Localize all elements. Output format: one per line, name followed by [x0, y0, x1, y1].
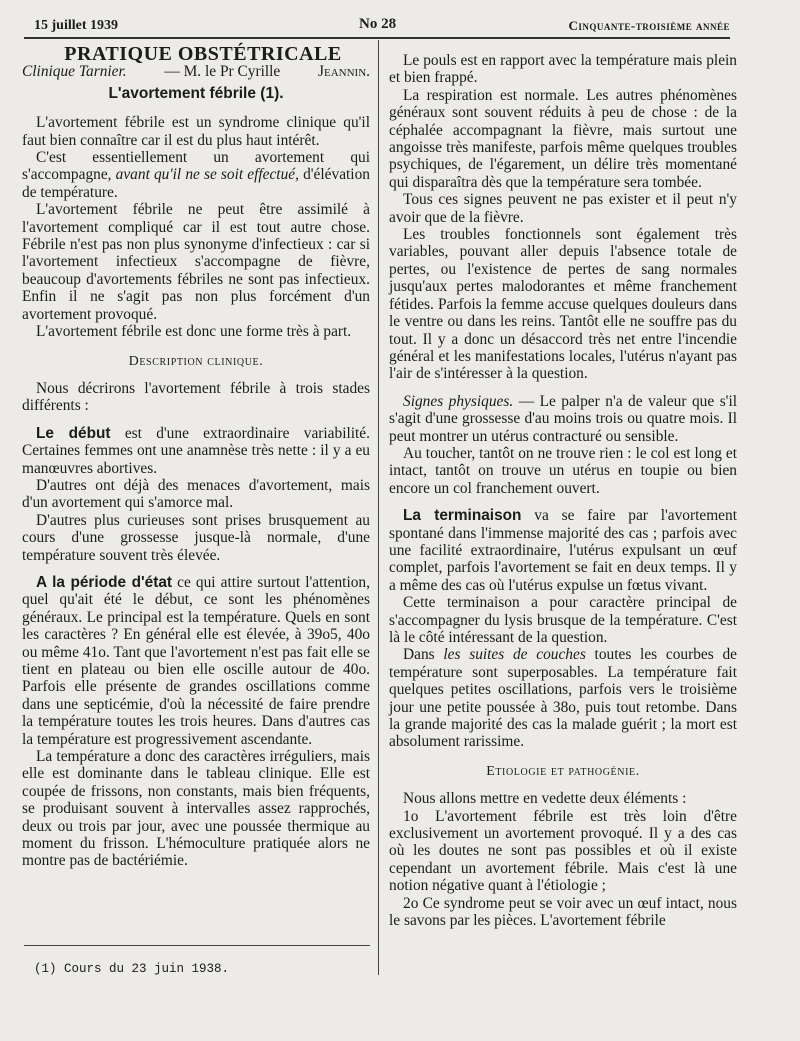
column-divider: [378, 40, 379, 975]
paragraph: Le pouls est en rapport avec la température mais plein et bien frappé.: [389, 52, 737, 87]
text-run: toutes les courbes de température sont superposables. La température fait quelques petites oscillations, parfois vers le troisième jour une petite poussée à 38o, puis tout retombe. Dans la grande majorité des cas la malade guérit ; la mort est absolument rarissime.: [389, 646, 737, 751]
paragraph: L'avortement fébrile est donc une forme très à part.: [36, 323, 352, 341]
byline: [22, 63, 370, 80]
footnote-rule: [24, 945, 370, 946]
paragraph: 1o L'avortement fébrile est très loin d'être exclusivement un avortement provoqué. Il y a des cas où les doutes ne sont pas possibles et où il existe cependant un avortement fébrile. Mais c'est là une notion négative quant à l'étiologie ;: [389, 807, 737, 895]
paragraph: D'autres plus curieuses sont prises brusquement au cours d'une grossesse jusque-là normale, d'une température souvent très élevée.: [22, 511, 370, 564]
issue-number: No 28: [359, 16, 397, 32]
text-run: C'est essentiellement un avortement qui s'accompagne,: [22, 149, 370, 184]
paragraph: L'avortement fébrile est un syndrome clinique qu'il faut bien connaître car il est du plus haut intérêt.: [22, 114, 370, 149]
subheading-description: Description clinique.: [128, 353, 264, 369]
text-run-italic: avant qu'il ne se soit effectué,: [115, 166, 299, 184]
text-run: ce qui attire surtout l'attention, quel qu'ait été le début, ce sont les phénomènes généraux. Le principal est la température. Quels en sont les caractères ? En général elle est élevée, à 39o5, 40o ou même 41o. Tant que l'avortement n'est pas fait elle se tient en plateau ou bien elle oscille autour de 40o. Parfois elle présente de grandes oscillations comme dans une septicémie, d'où la nécessité de faire prendre la température toutes les trois heures. Dans d'autres cas la température est progressivement ascendante.: [22, 573, 370, 748]
subheading-etiologie: Etiologie et pathogénie.: [486, 763, 640, 779]
text-run: va se faire par l'avortement spontané dans l'immense majorité des cas ; parfois avec une facilité extraordinaire, l'utérus expulsant un œuf complet, parfois l'avortement se fait en deux temps. Il y a même des cas où l'utérus expulse un fœtus vivant.: [389, 507, 737, 594]
text-run: Dans: [403, 646, 435, 664]
text-run-italic: les suites de couches: [443, 646, 586, 664]
paragraph: Au toucher, tantôt on ne trouve rien : le col est long et intact, tantôt on trouve un utérus en toupie ou bien encore un col franchement ouvert.: [389, 444, 737, 497]
text-run: — Le palper n'a de valeur que s'il s'agit d'une grossesse d'au moins trois ou quatre mois. Il peut montrer un utérus contracturé ou sensible.: [389, 392, 738, 445]
lead-in-bold: Le début: [36, 424, 111, 442]
paragraph: Nous décrirons l'avortement fébrile à trois stades différents :: [22, 379, 370, 415]
paragraph: [389, 393, 737, 445]
author-name: Jeannin.: [317, 63, 370, 81]
paragraph: La respiration est normale. Les autres phénomènes généraux sont souvent réduits à peu de chose : de la céphalée accompagnant la fièvre, mais surtout une angoisse très manifeste, parfois même quelques troubles psychiques, de l'égarement, un délire très momentané qui disparaîtra dès que la température sera tombée.: [389, 86, 737, 191]
footnote: (1) Cours du 23 juin 1938.: [34, 962, 230, 976]
text-run: est d'une extraordinaire variabilité. Certaines femmes ont une anamnèse très nette : il y a eu manœuvres abortives.: [22, 424, 370, 477]
paragraph: Nous allons mettre en vedette deux éléments :: [403, 790, 687, 808]
paragraph: [389, 646, 737, 750]
paragraph: Cette terminaison a pour caractère principal de s'accompagner du lysis brusque de la température. C'est là le côté intéressant de la question.: [389, 594, 737, 646]
paragraph: D'autres ont déjà des menaces d'avortement, mais d'un avortement qui s'amorce mal.: [22, 476, 370, 512]
running-head: [24, 14, 730, 36]
paragraph: L'avortement fébrile ne peut être assimilé à l'avortement compliqué car il est tout autre chose. Fébrile n'est pas non plus synonyme d'infectieux : car si l'avortement infectieux s'accompagne de fièvre, beaucoup d'avortements fébriles ne sont pas infectieux. Enfin il ne s'agit pas non plus forcément d'un avortement provoqué.: [22, 201, 370, 323]
author-prefix: — M. le Pr Cyrille: [164, 63, 281, 81]
paragraph: [22, 574, 370, 748]
paragraph: Tous ces signes peuvent ne pas exister et il peut n'y avoir que de la fièvre.: [389, 191, 737, 226]
left-column: [22, 43, 370, 870]
text-run-italic: Signes physiques.: [403, 392, 514, 410]
header-rule: [24, 37, 730, 39]
article-title: L'avortement fébrile (1).: [108, 84, 284, 102]
section-title: PRATIQUE OBSTÉTRICALE: [64, 43, 342, 65]
publication-year: Cinquante-troisième année: [568, 18, 730, 33]
paragraph: 2o Ce syndrome peut se voir avec un œuf intact, nous le savons par les pièces. L'avortement fébrile: [389, 894, 737, 930]
lead-in-bold: A la période d'état: [36, 573, 172, 591]
clinic-name: Clinique Tarnier.: [22, 63, 127, 81]
lead-in-bold: La terminaison: [403, 507, 522, 525]
right-column: [389, 52, 737, 930]
issue-date: 15 juillet 1939: [34, 18, 118, 33]
paragraph: [22, 149, 370, 201]
paragraph: La température a donc des caractères irréguliers, mais elle est dominante dans le tableau clinique. Elle est coupée de frissons, non constants, mais bien fréquents, se produisant souvent à intervalles assez rapprochés, deux ou trois par jour, avec une poussée thermique au moment du frisson. L'hémoculture pratiquée alors ne montre pas de bactériémie.: [22, 748, 370, 870]
paragraph: [389, 507, 737, 594]
paragraph: Les troubles fonctionnels sont également très variables, pouvant aller depuis l'absence totale de pertes, ou l'existence de pertes de sang normales jusqu'aux pertes malodorantes et même franchement fétides. Parfois la femme accuse quelques douleurs dans le ventre ou dans les reins. Tantôt elle ne souffre pas du tout. Il y a donc un désaccord très net entre l'incendie général et les manifestations locales, l'utérus n'ayant pas l'air de s'intéresser à la question.: [389, 226, 737, 383]
paragraph: [22, 425, 370, 477]
text-run: d'élévation de température.: [22, 166, 370, 201]
